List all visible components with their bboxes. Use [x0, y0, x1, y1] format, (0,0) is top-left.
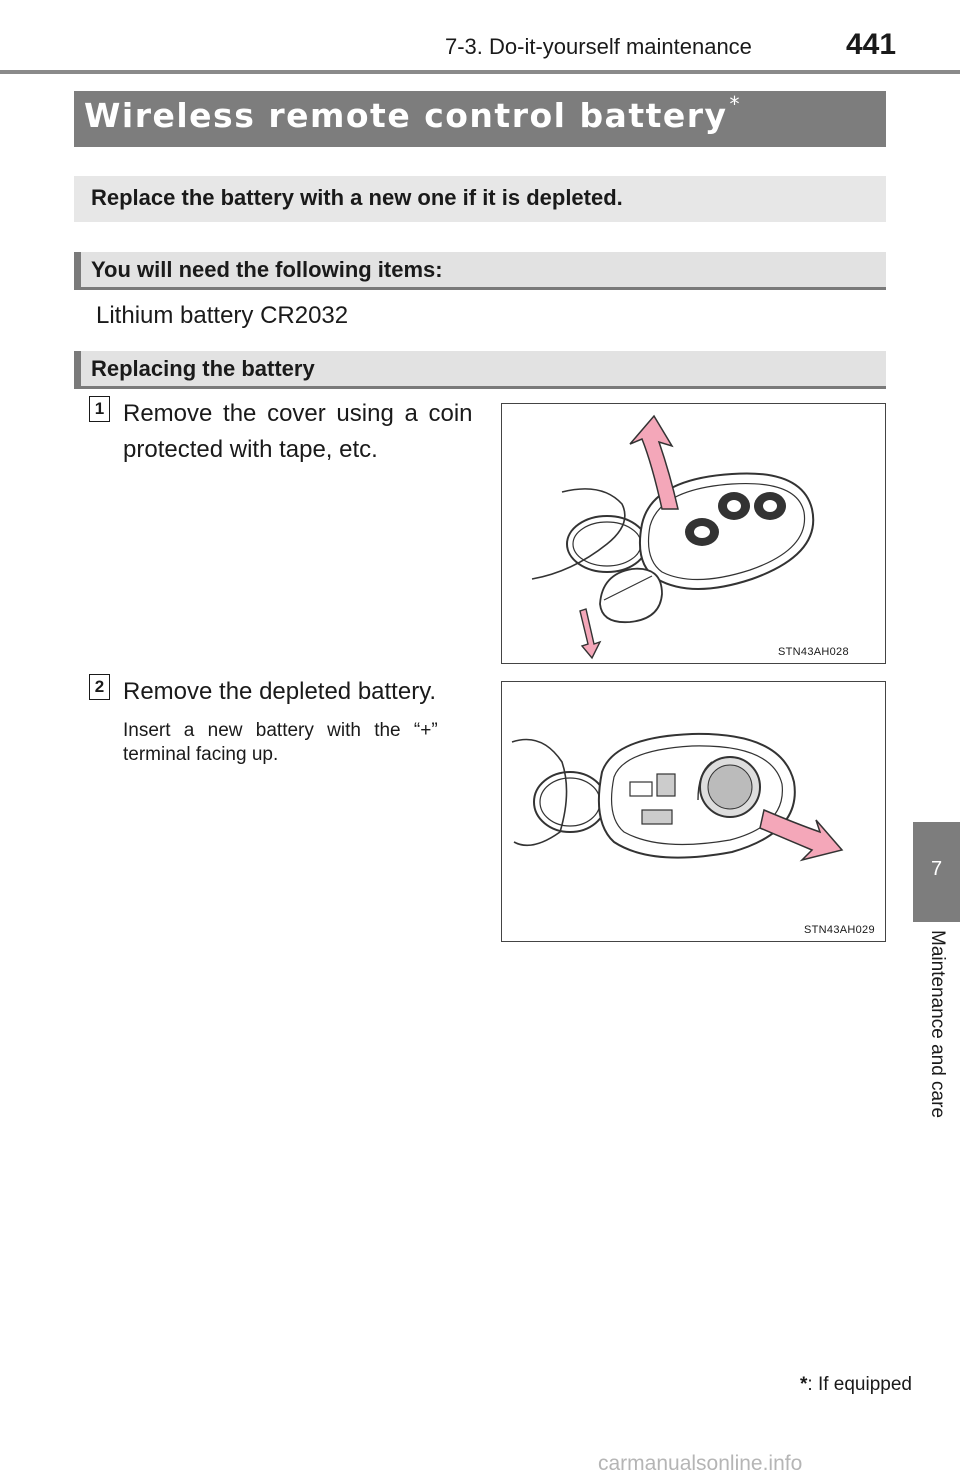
chapter-number: 7 [930, 858, 943, 880]
step-1-number: 1 [89, 396, 110, 422]
intro-text: Replace the battery with a new one if it is depleted. [91, 185, 623, 210]
step-1-line-1: Remove the cover using a coin [123, 400, 473, 427]
step-2-note-line-1: Insert a new battery with the “+” [123, 720, 438, 741]
step-2-note [123, 719, 475, 767]
step-2-number: 2 [89, 674, 110, 700]
replacing-heading: Replacing the battery [91, 356, 315, 381]
figure-2-code: STN43AH029 [804, 924, 875, 936]
required-item: Lithium battery CR2032 [96, 302, 349, 329]
figure-remove-cover [501, 403, 886, 664]
footnote [800, 1374, 912, 1396]
step-1-line-2: protected with tape, etc. [123, 436, 378, 463]
page-title [84, 92, 742, 135]
equipped-star-icon: * [729, 92, 742, 116]
step-2-line-1: Remove the depleted battery. [123, 678, 437, 705]
figure-remove-battery [501, 681, 886, 942]
header-rule [0, 70, 960, 74]
figure-1-code: STN43AH028 [778, 646, 849, 658]
footnote-text: : If equipped [807, 1374, 912, 1395]
chapter-label [922, 930, 952, 1160]
page-title-text: Wireless remote control battery [84, 96, 728, 135]
remote-open-cover-illustration [502, 404, 884, 662]
running-header-section: 7-3. Do-it-yourself maintenance [445, 34, 752, 59]
items-heading: You will need the following items: [91, 257, 443, 282]
remote-battery-illustration [502, 682, 884, 940]
step-1-text [123, 396, 483, 468]
watermark: carmanualsonline.info [598, 1452, 803, 1475]
footnote-star-icon: * [800, 1374, 808, 1395]
page-number: 441 [846, 28, 897, 61]
step-2-note-line-2: terminal facing up. [123, 744, 279, 765]
chapter-label-text: Maintenance and care [927, 930, 948, 1119]
